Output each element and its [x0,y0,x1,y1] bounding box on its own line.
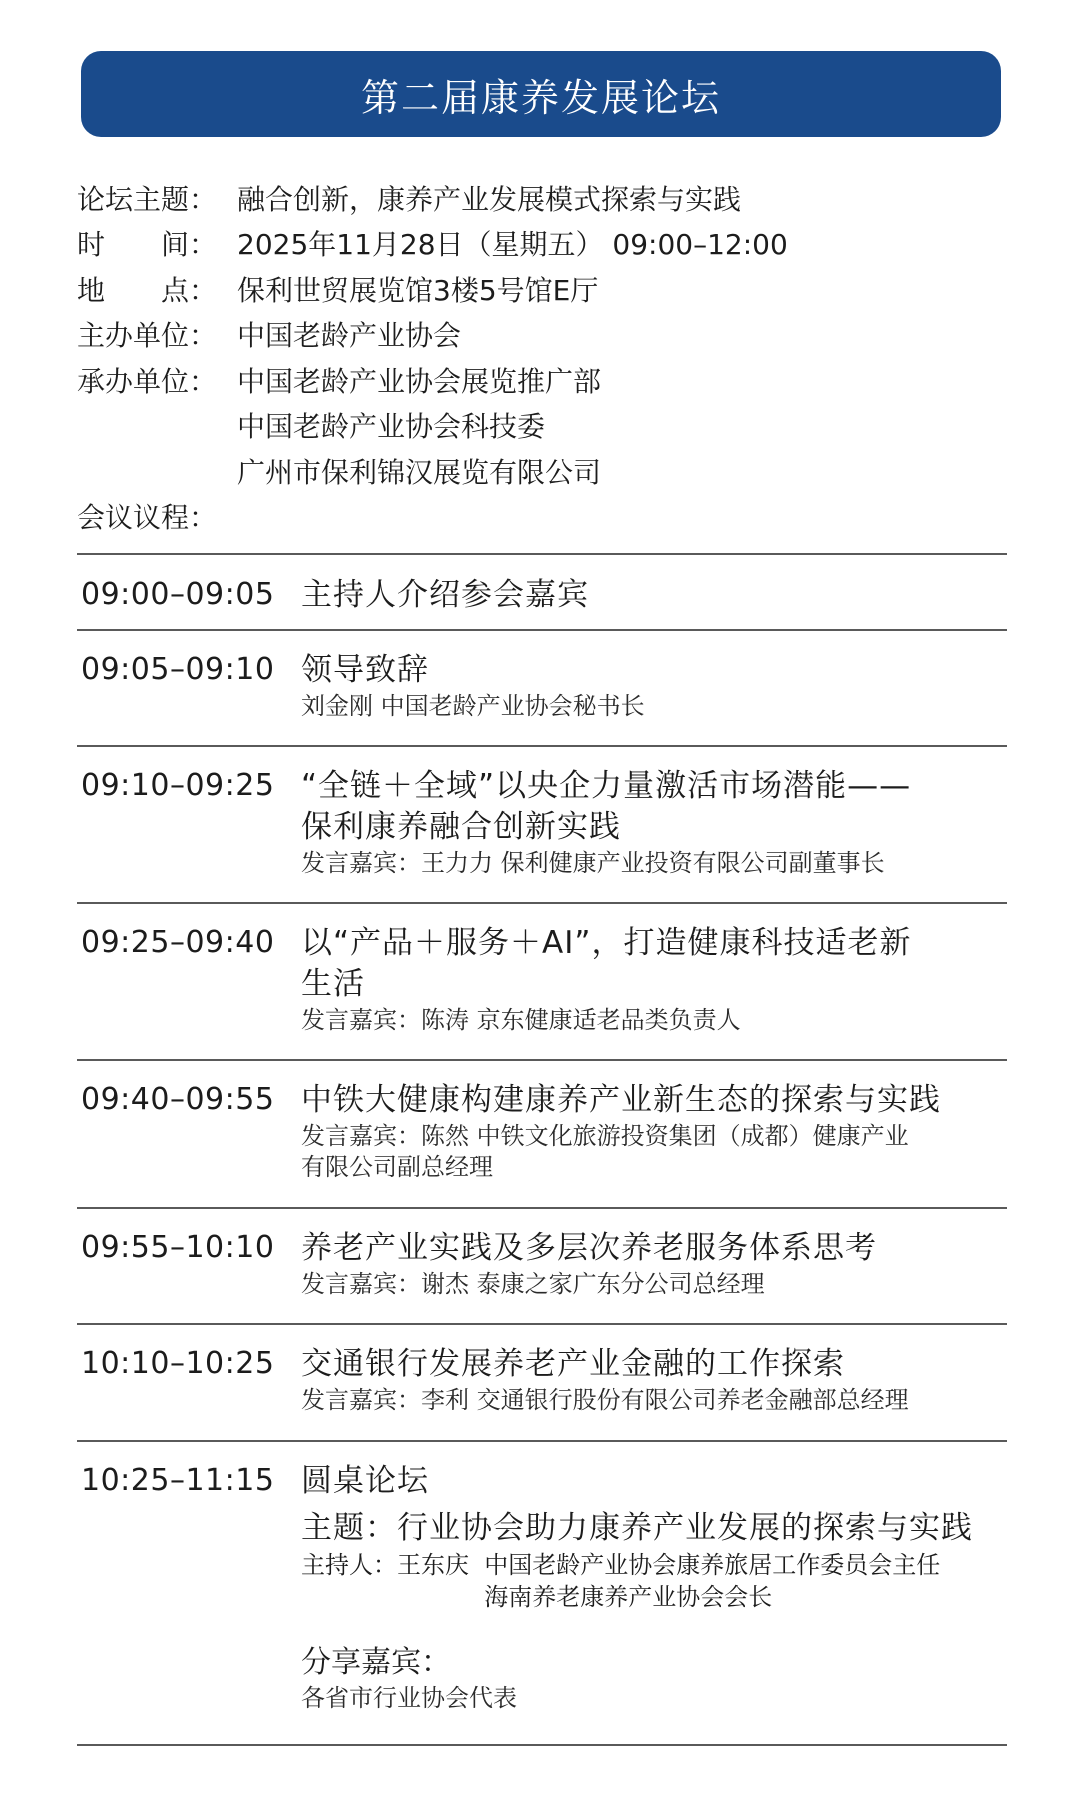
info-value: 中国老龄产业协会 [237,319,462,353]
info-value: 融合创新，康养产业发展模式探索与实践 [237,182,742,216]
agenda-item [77,1209,1007,1323]
agenda-speaker: 发言嘉宾：谢杰 泰康之家广东分公司总经理 [301,1270,765,1298]
agenda-item-roundtable [77,1442,1007,1744]
info-row-organizer-2 [77,403,1007,449]
agenda-item [77,904,1007,1059]
agenda-time: 10:25–11:15 [81,1463,275,1498]
agenda-title: “全链＋全域”以央企力量激活市场潜能—— [301,768,912,804]
agenda-content [301,650,1007,745]
agenda-content [301,575,1007,629]
info-value: 保利世贸展览馆3楼5号馆E厅 [237,273,599,307]
moderator-title-2: 海南养老康养产业协会会长 [484,1583,773,1611]
info-row-time [77,221,1007,267]
agenda-item [77,1325,1007,1440]
forum-title-banner [81,51,1001,137]
agenda-time: 09:00–09:05 [81,577,275,612]
moderator-title-1: 中国老龄产业协会康养旅居工作委员会主任 [484,1551,941,1579]
roundtable-theme: 主题：行业协会助力康养产业发展的探索与实践 [301,1510,973,1546]
agenda-item [77,555,1007,629]
share-guests-value: 各省市行业协会代表 [301,1684,517,1712]
agenda-title-cont: 生活 [301,966,365,1002]
info-value: 广州市保利锦汉展览有限公司 [237,455,602,489]
moderator-titles [484,1549,940,1613]
agenda-speaker: 发言嘉宾：王力力 保利健康产业投资有限公司副董事长 [301,849,885,877]
agenda-title: 以“产品＋服务＋AI”，打造健康科技适老新 [301,925,912,961]
agenda-item [77,747,1007,902]
agenda-content [301,923,1007,1059]
agenda-title: 中铁大健康构建康养产业新生态的探索与实践 [301,1082,941,1118]
roundtable-moderator [301,1549,1007,1613]
agenda-title: 交通银行发展养老产业金融的工作探索 [301,1346,845,1382]
info-row-host [77,312,1007,358]
info-label: 承办单位： [77,364,218,398]
agenda-title-cont: 保利康养融合创新实践 [301,809,621,845]
agenda-title: 养老产业实践及多层次养老服务体系思考 [301,1230,877,1266]
info-label: 论坛主题： [77,182,218,216]
agenda-time: 09:25–09:40 [81,925,275,960]
info-label: 会议议程： [77,501,218,535]
agenda-title: 领导致辞 [301,652,429,688]
agenda-item [77,631,1007,745]
agenda-title: 主持人介绍参会嘉宾 [301,577,589,613]
info-label: 地 点： [77,273,218,307]
info-row-theme [77,175,1007,221]
info-row-organizer-3 [77,448,1007,494]
forum-info [77,175,1007,539]
moderator-label: 主持人：王东庆 [301,1551,485,1579]
info-label: 主办单位： [77,319,218,353]
agenda-speaker-cont: 有限公司副总经理 [301,1153,493,1181]
agenda-list [77,553,1007,1746]
agenda-item [77,1061,1007,1207]
forum-title: 第二届康养发展论坛 [360,75,721,120]
info-value: 中国老龄产业协会科技委 [237,410,546,444]
info-row-organizer [77,357,1007,403]
info-label: 时 间： [77,228,218,262]
info-row-agenda-label [77,494,1007,540]
share-guests-label: 分享嘉宾： [301,1645,451,1680]
info-value: 2025年11月28日（星期五） 09:00–12:00 [237,228,788,262]
agenda-content [301,1080,1007,1207]
agenda-content [301,1344,1007,1440]
agenda-speaker: 发言嘉宾：陈涛 京东健康适老品类负责人 [301,1006,741,1034]
agenda-content [301,1228,1007,1323]
agenda-content [301,766,1007,902]
agenda-time: 09:55–10:10 [81,1230,275,1265]
agenda-time: 09:40–09:55 [81,1082,275,1117]
agenda-speaker: 发言嘉宾：陈然 中铁文化旅游投资集团（成都）健康产业 [301,1122,909,1150]
agenda-time: 09:05–09:10 [81,652,275,687]
info-value: 中国老龄产业协会展览推广部 [237,364,602,398]
agenda-time: 09:10–09:25 [81,768,275,803]
agenda-content [301,1461,1007,1744]
divider [77,1744,1007,1746]
agenda-speaker: 发言嘉宾：李利 交通银行股份有限公司养老金融部总经理 [301,1386,909,1414]
agenda-title: 圆桌论坛 [301,1463,429,1499]
info-row-location [77,266,1007,312]
agenda-speaker: 刘金刚 中国老龄产业协会秘书长 [301,692,645,720]
agenda-time: 10:10–10:25 [81,1346,275,1381]
